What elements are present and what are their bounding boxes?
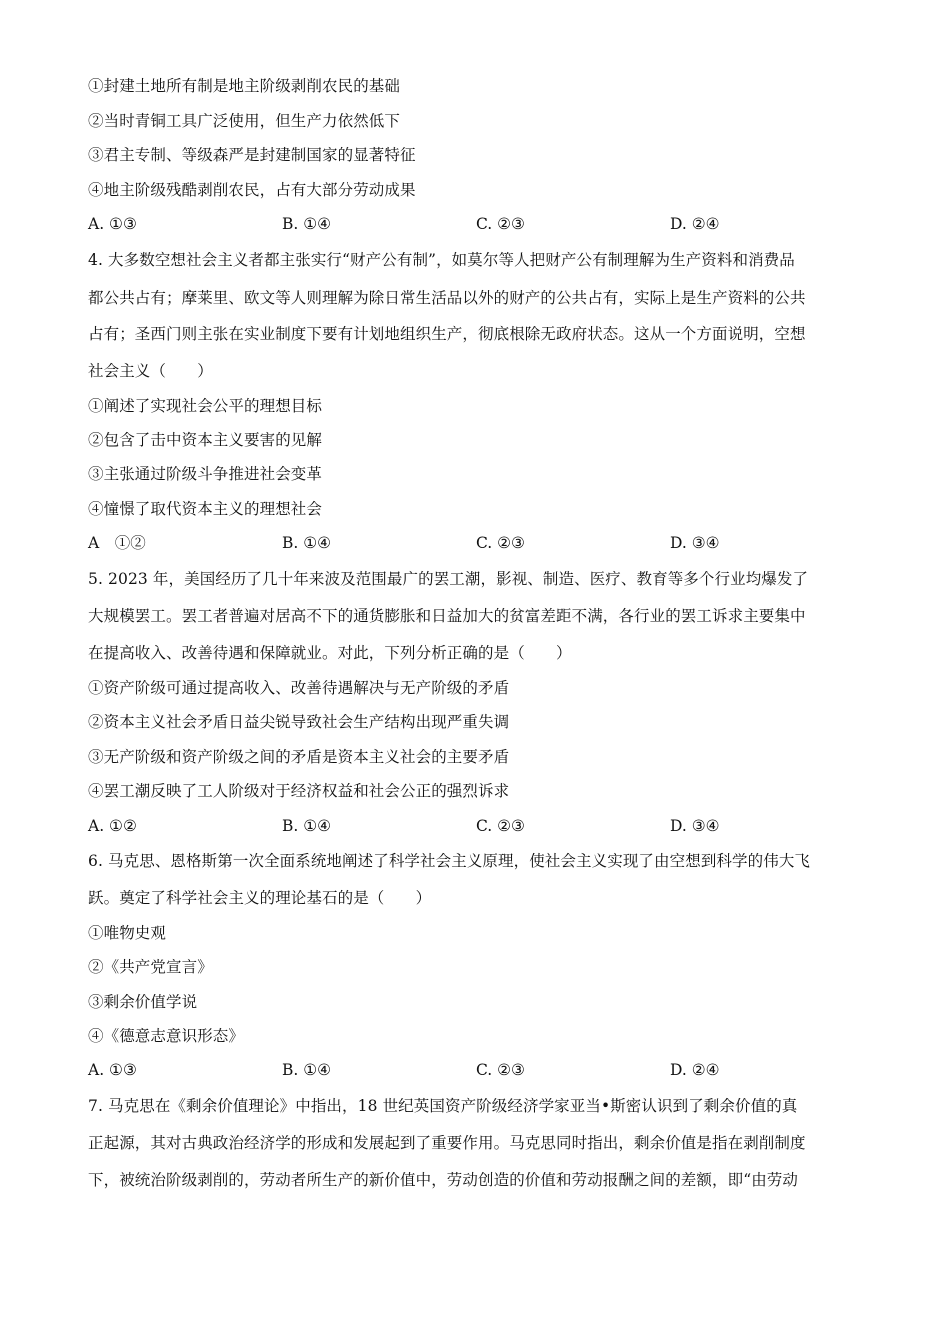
q6-statement-1: ①唯物史观 xyxy=(88,924,167,942)
q6-option-c: C. ②③ xyxy=(476,1061,525,1079)
q3-option-c: C. ②③ xyxy=(476,215,525,233)
q6-option-b: B. ①④ xyxy=(282,1061,332,1079)
q5-statement-1: ①资产阶级可通过提高收入、改善待遇解决与无产阶级的矛盾 xyxy=(88,679,510,697)
q4-statement-1: ①阐述了实现社会公平的理想目标 xyxy=(88,397,323,415)
q5-option-a: A. ①② xyxy=(88,817,137,835)
q4-stem-line-2: 都公共占有；摩莱里、欧文等人则理解为除日常生活品以外的财产的公共占有，实际上是生产资料的公共 xyxy=(88,289,806,307)
q4-option-c: C. ②③ xyxy=(476,534,525,552)
q7-stem-line-2: 正起源，其对古典政治经济学的形成和发展起到了重要作用。马克思同时指出，剩余价值是指在剥削制度 xyxy=(88,1134,806,1152)
q6-stem-line-2: 跃。奠定了科学社会主义的理论基石的是（ ） xyxy=(88,889,432,907)
q4-stem-line-4: 社会主义（ ） xyxy=(88,362,213,380)
q4-option-d: D. ③④ xyxy=(670,534,720,552)
q6-statement-2: ②《共产党宣言》 xyxy=(88,958,213,976)
q3-option-a: A. ①③ xyxy=(88,215,137,233)
q5-statement-2: ②资本主义社会矛盾日益尖锐导致社会生产结构出现严重失调 xyxy=(88,713,510,731)
q5-option-d: D. ③④ xyxy=(670,817,720,835)
q4-options xyxy=(88,533,868,553)
q4-statement-2: ②包含了击中资本主义要害的见解 xyxy=(88,431,323,449)
q6-stem-line-1: 6. 马克思、恩格斯第一次全面系统地阐述了科学社会主义原理，使社会主义实现了由空想到科学的伟大飞 xyxy=(88,852,811,870)
q5-statement-4: ④罢工潮反映了工人阶级对于经济权益和社会公正的强烈诉求 xyxy=(88,782,510,800)
q5-options xyxy=(88,816,868,836)
q5-statement-3: ③无产阶级和资产阶级之间的矛盾是资本主义社会的主要矛盾 xyxy=(88,748,510,766)
q3-statement-4: ④地主阶级残酷剥削农民，占有大部分劳动成果 xyxy=(88,181,416,199)
q7-stem-line-3: 下，被统治阶级剥削的，劳动者所生产的新价值中，劳动创造的价值和劳动报酬之间的差额，即“由劳动 xyxy=(88,1171,799,1189)
q3-statement-2: ②当时青铜工具广泛使用，但生产力依然低下 xyxy=(88,112,401,130)
q4-statement-3: ③主张通过阶级斗争推进社会变革 xyxy=(88,465,323,483)
q5-option-b: B. ①④ xyxy=(282,817,332,835)
q5-option-c: C. ②③ xyxy=(476,817,525,835)
q3-option-b: B. ①④ xyxy=(282,215,332,233)
q7-stem-line-1: 7. 马克思在《剩余价值理论》中指出，18 世纪英国资产阶级经济学家亚当•斯密认识到了剩余价值的真 xyxy=(88,1097,798,1115)
q4-option-a: A ①② xyxy=(88,534,146,552)
q6-statement-4: ④《德意志意识形态》 xyxy=(88,1027,245,1045)
q3-options xyxy=(88,214,868,234)
q6-options xyxy=(88,1060,868,1080)
q4-stem-line-3: 占有；圣西门则主张在实业制度下要有计划地组织生产，彻底根除无政府状态。这从一个方面说明，空想 xyxy=(88,325,806,343)
q4-option-b: B. ①④ xyxy=(282,534,332,552)
q3-option-d: D. ②④ xyxy=(670,215,720,233)
q6-statement-3: ③剩余价值学说 xyxy=(88,993,198,1011)
q6-option-d: D. ②④ xyxy=(670,1061,720,1079)
q4-stem-line-1: 4. 大多数空想社会主义者都主张实行“财产公有制”，如莫尔等人把财产公有制理解为生产资料和消费品 xyxy=(88,251,795,269)
q3-statement-3: ③君主专制、等级森严是封建制国家的显著特征 xyxy=(88,146,416,164)
q5-stem-line-3: 在提高收入、改善待遇和保障就业。对此，下列分析正确的是（ ） xyxy=(88,644,572,662)
q5-stem-line-1: 5. 2023 年，美国经历了几十年来波及范围最广的罢工潮，影视、制造、医疗、教育等多个行业均爆发了 xyxy=(88,570,809,588)
q3-statement-1: ①封建土地所有制是地主阶级剥削农民的基础 xyxy=(88,77,401,95)
q6-option-a: A. ①③ xyxy=(88,1061,137,1079)
q4-statement-4: ④憧憬了取代资本主义的理想社会 xyxy=(88,500,323,518)
q5-stem-line-2: 大规模罢工。罢工者普遍对居高不下的通货膨胀和日益加大的贫富差距不满，各行业的罢工诉求主要集中 xyxy=(88,607,806,625)
